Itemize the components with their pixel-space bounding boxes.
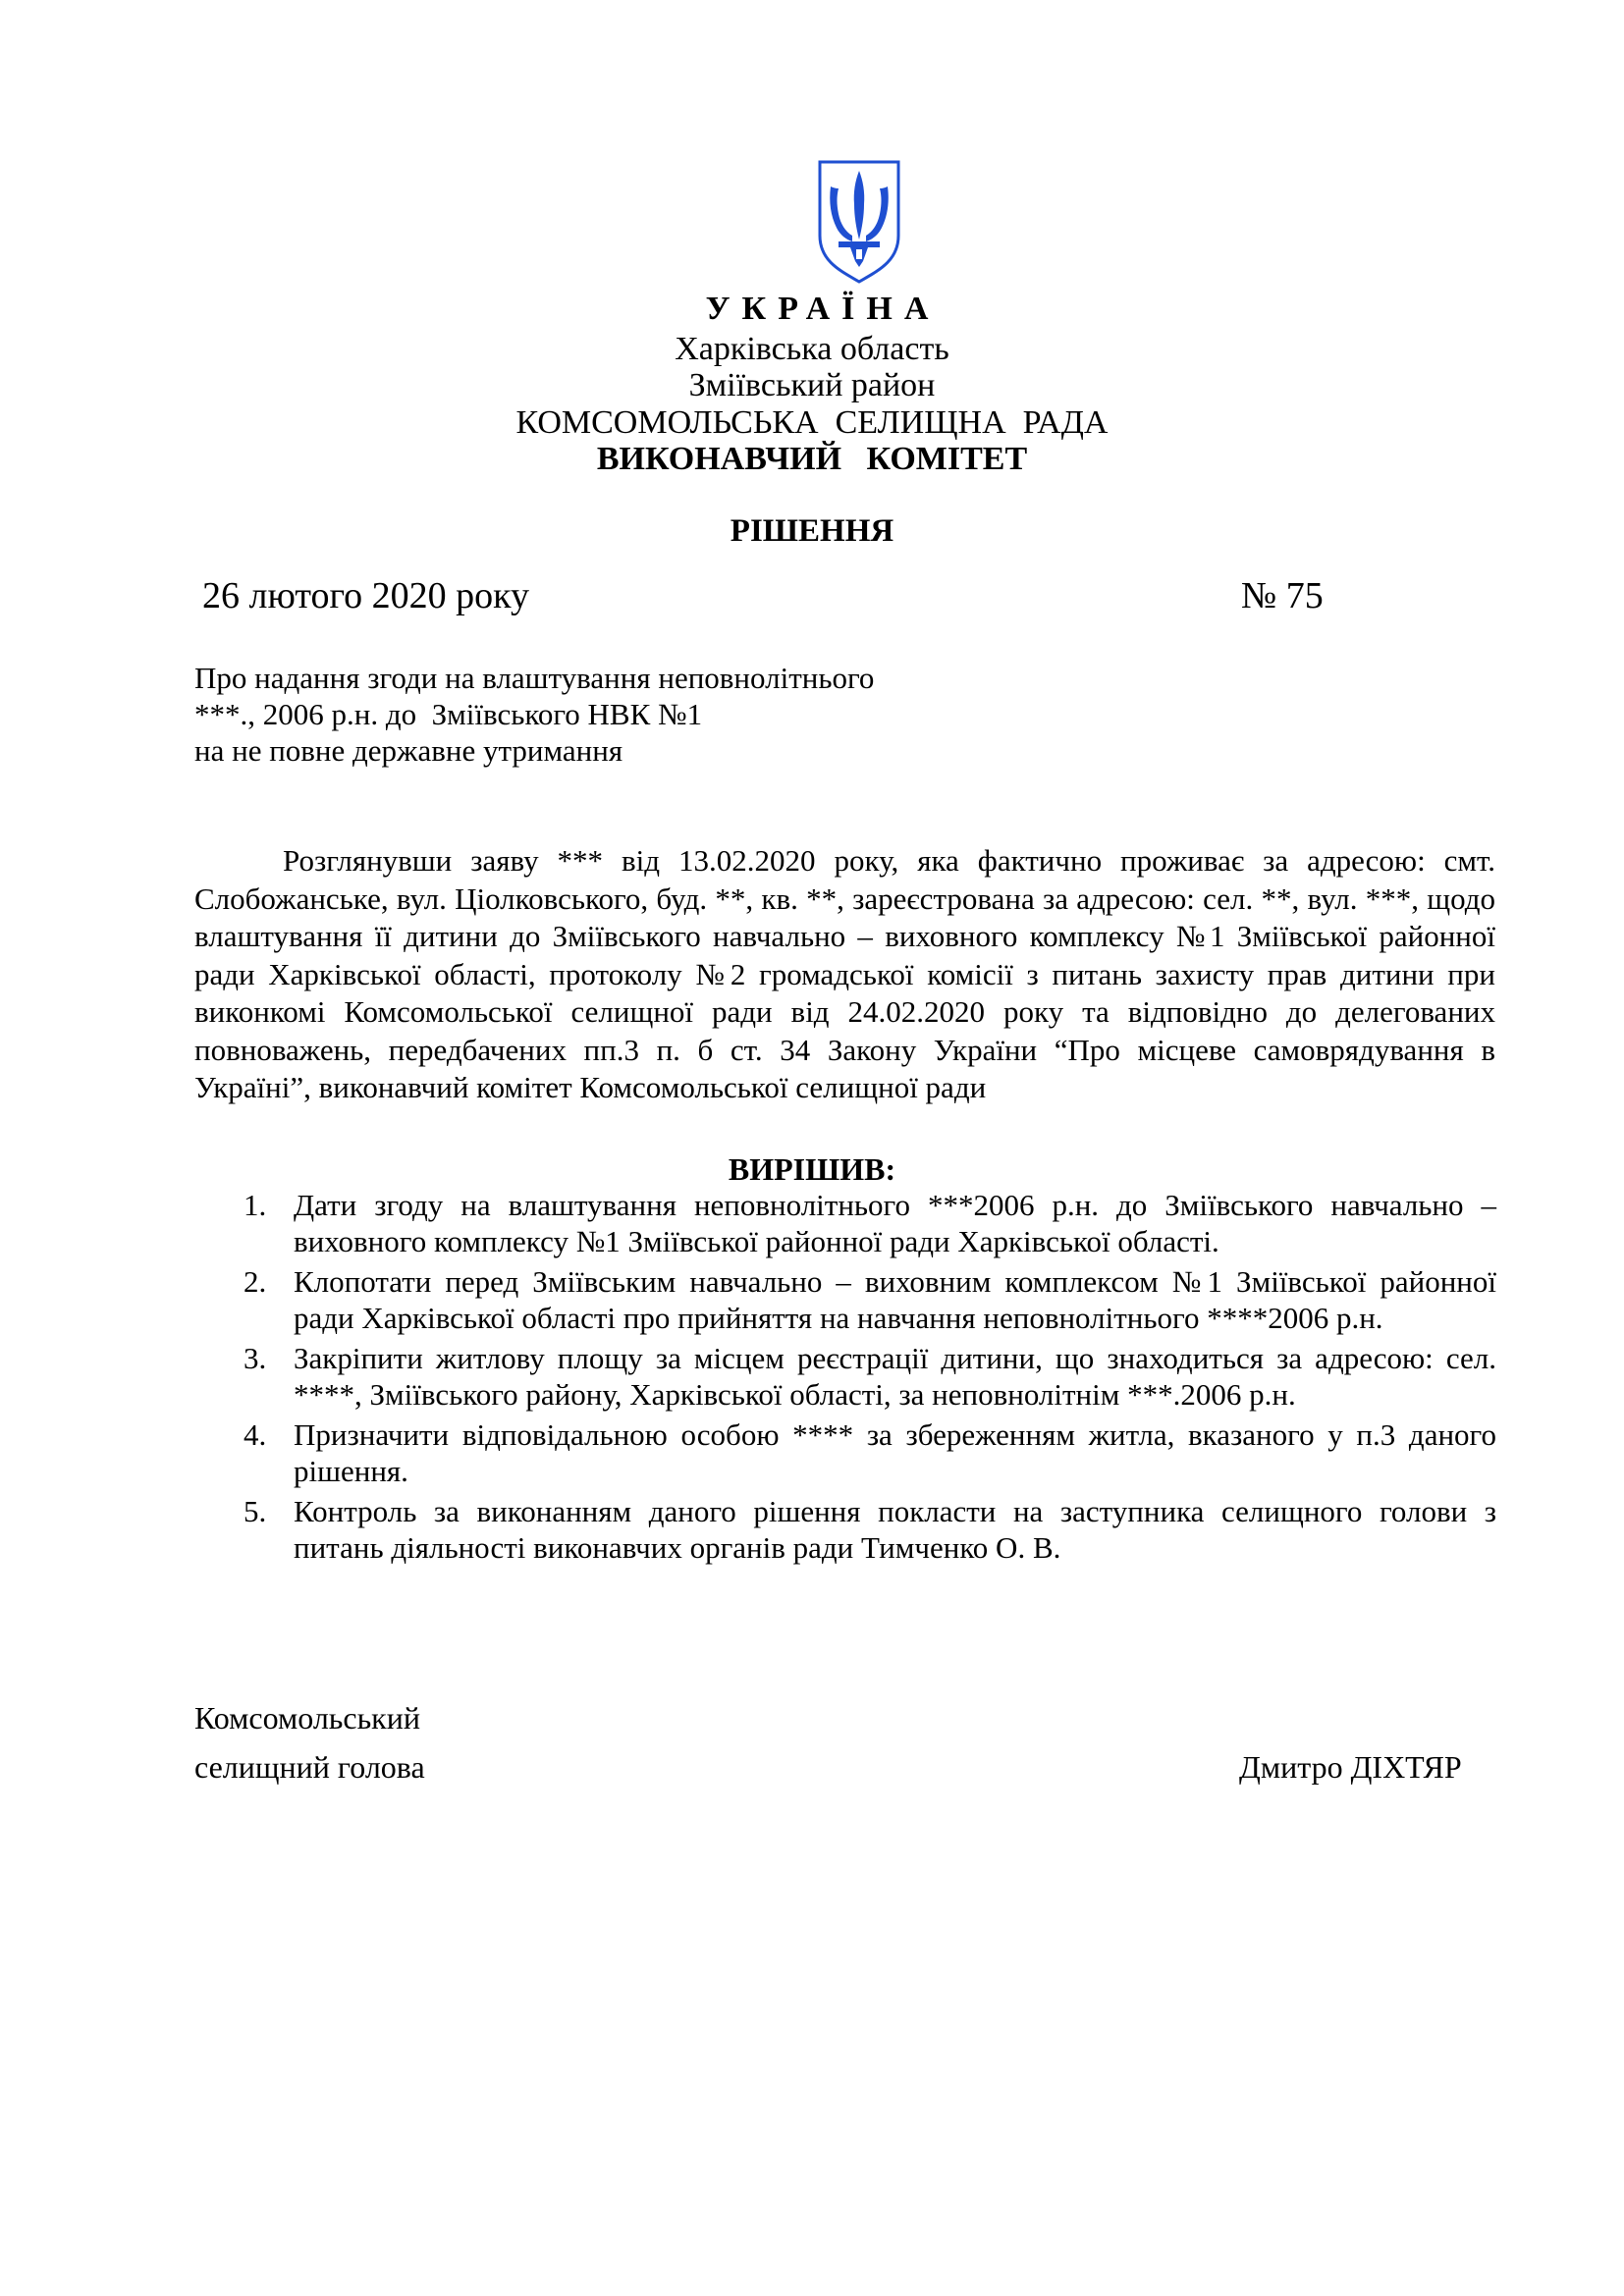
item-number: 4. — [244, 1417, 267, 1452]
subject-line: ***., 2006 р.н. до Зміївського НВК №1 — [194, 697, 703, 731]
oblast-name: Харківська область — [675, 331, 949, 367]
signature-title-line: селищний голова — [194, 1749, 425, 1785]
country-name: УКРАЇНА — [705, 291, 941, 327]
rayon-name: Зміївський район — [688, 367, 936, 403]
document-number: № 75 — [1241, 575, 1324, 616]
document-title: РІШЕННЯ — [730, 513, 894, 549]
signature-title — [194, 1693, 425, 1791]
item-number: 5. — [244, 1494, 267, 1528]
resolution-item — [240, 1340, 1496, 1413]
item-text: Клопотати перед Зміївським навчально – виховним комплексом №1 Зміївської районної ради Харківської області про прийняття на навчання неповнолітнього ****2006 р.н. — [294, 1264, 1496, 1335]
signature-title-line: Комсомольський — [194, 1700, 420, 1735]
subject-line: на не повне державне утримання — [194, 733, 623, 768]
trident-emblem-icon — [817, 159, 901, 285]
item-text: Контроль за виконанням даного рішення покласти на заступника селищного голови з питань діяльності виконавчих органів ради Тимченко О. В. — [294, 1494, 1496, 1565]
resolved-heading: ВИРІШИВ: — [728, 1151, 896, 1187]
resolution-item — [240, 1187, 1496, 1259]
document-date: 26 лютого 2020 року — [202, 575, 530, 616]
resolution-item — [240, 1416, 1496, 1489]
item-number: 3. — [244, 1341, 267, 1375]
item-text: Дати згоду на влаштування неповнолітнього ***2006 р.н. до Зміївського навчально – виховного комплексу №1 Зміївської районної ради Харківської області. — [294, 1188, 1496, 1258]
preamble-paragraph: Розглянувши заяву *** від 13.02.2020 року, яка фактично проживає за адресою: смт. Слобожанське, вул. Ціолковського, буд. **, кв. **, зареєстрована за адресою: сел. **, вул. ***, щодо влаштування її дитини до Зміївського навчально – виховного комплексу №1 Зміївської районної ради Харківської області, протоколу №2 громадської комісії з питань захисту прав дитини при виконкомі Комсомольської селищної ради від 24.02.2020 року та відповідно до делегованих повноважень, передбачених пп.3 п. б ст. 34 Закону України “Про місцеве самоврядування в Україні”, виконавчий комітет Комсомольської селищної ради — [194, 843, 1495, 1104]
committee-name: ВИКОНАВЧИЙ КОМІТЕТ — [596, 441, 1028, 477]
resolution-items — [240, 1187, 1496, 1570]
resolution-item — [240, 1263, 1496, 1336]
item-text: Закріпити житлову площу за місцем реєстрації дитини, що знаходиться за адресою: сел. ****, Зміївського району, Харківської області, за неповнолітнім ***.2006 р.н. — [294, 1341, 1496, 1412]
subject-line: Про надання згоди на влаштування неповнолітнього — [194, 661, 875, 695]
item-number: 2. — [244, 1264, 267, 1299]
council-name: КОМСОМОЛЬСЬКА СЕЛИЩНА РАДА — [515, 404, 1109, 441]
signatory-name: Дмитро ДІХТЯР — [1239, 1749, 1462, 1785]
item-text: Призначити відповідальною особою **** за збереженням житла, вказаного у п.3 даного рішення. — [294, 1417, 1496, 1488]
resolution-item — [240, 1493, 1496, 1566]
document-subject — [194, 660, 874, 769]
item-number: 1. — [244, 1188, 267, 1222]
